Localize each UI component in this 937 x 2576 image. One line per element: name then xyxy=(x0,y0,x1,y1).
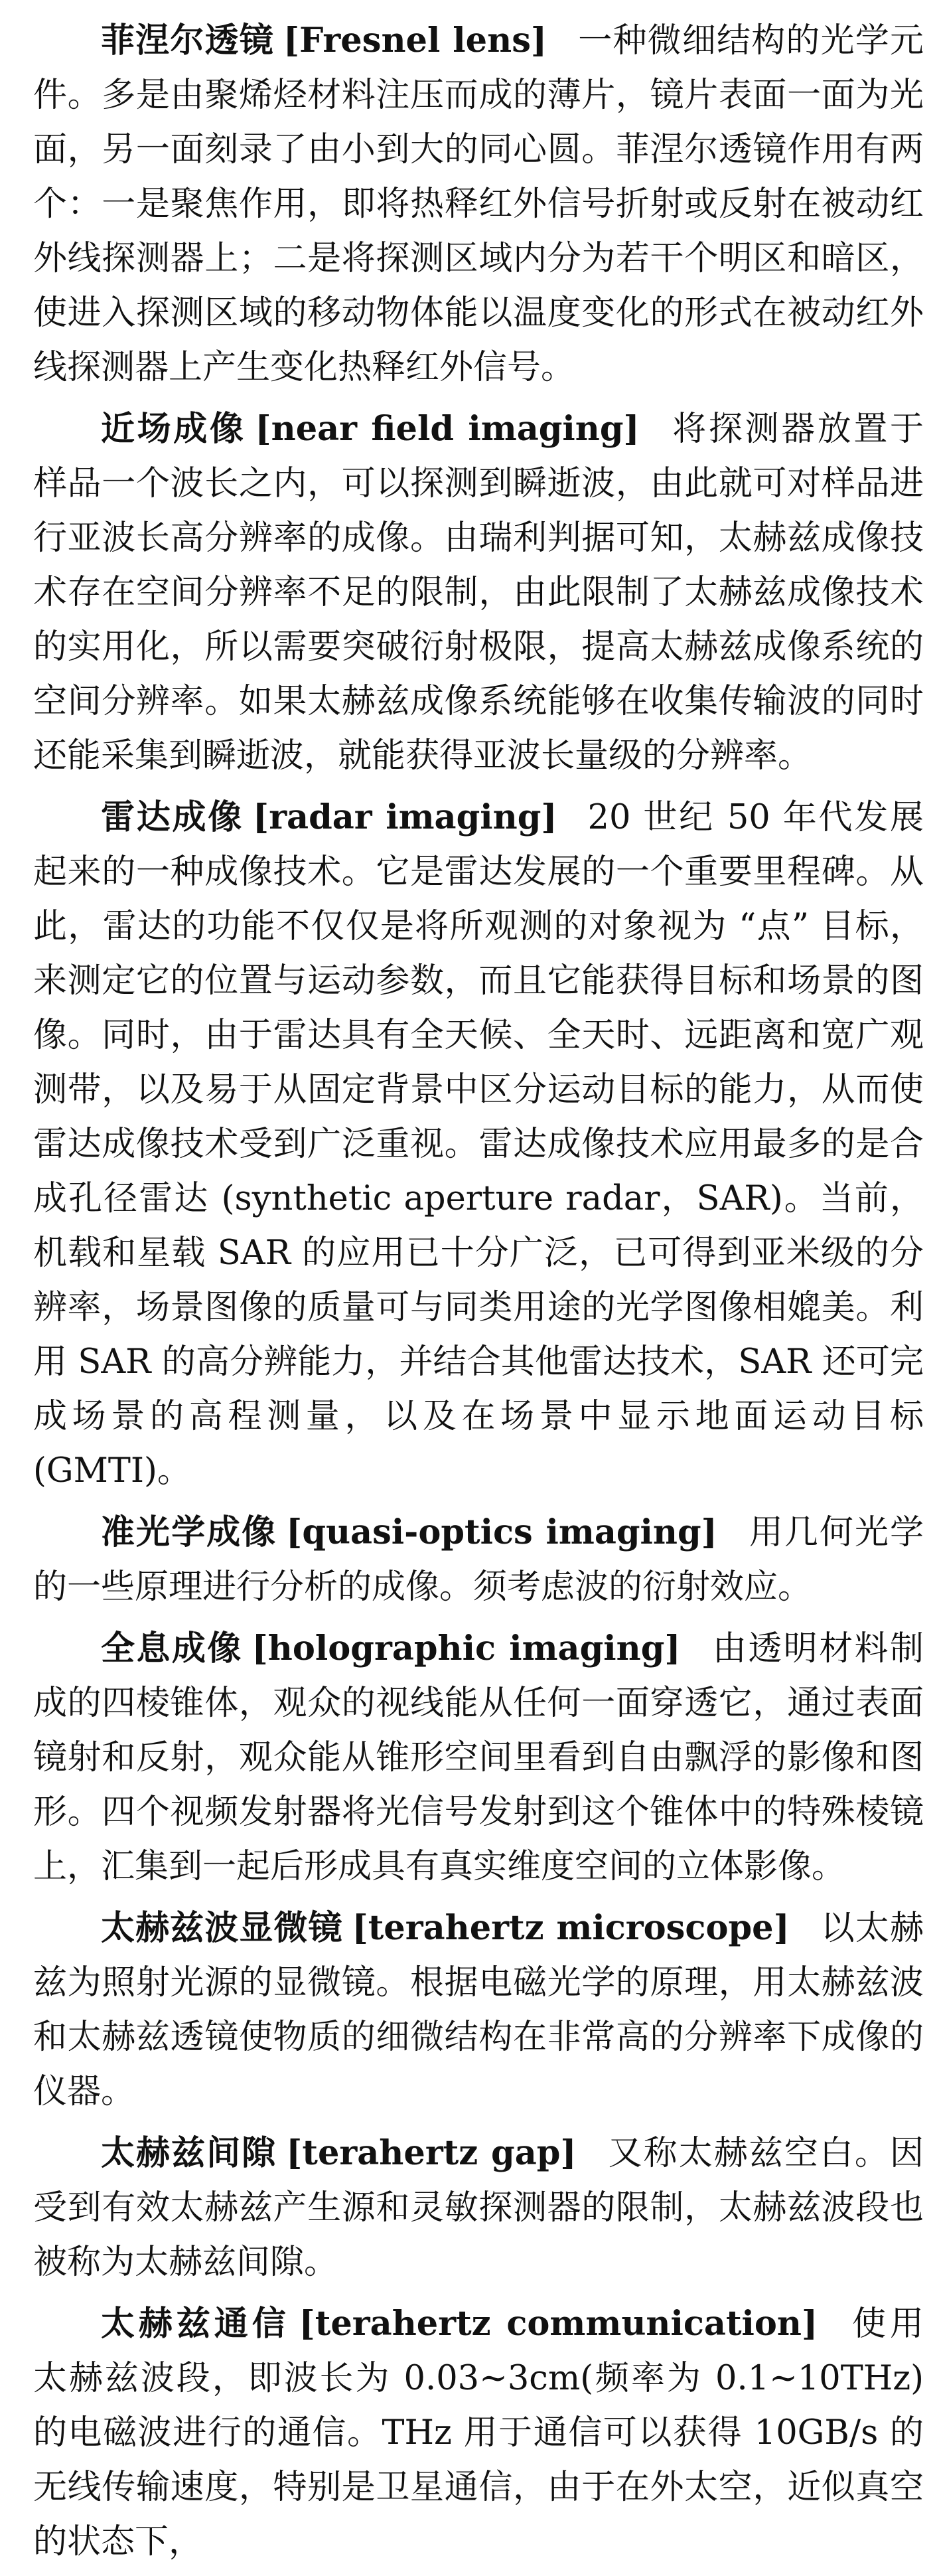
entry-term: 太赫兹波显微镜 xyxy=(101,1909,343,1948)
entry-near-field-imaging xyxy=(33,402,924,783)
entry-quasi-optics-imaging xyxy=(33,1505,924,1615)
entry-term: 全息成像 xyxy=(101,1629,243,1668)
entry-holographic-imaging xyxy=(33,1621,924,1894)
entry-definition: 又称太赫兹空白。因受到有效太赫兹产生源和灵敏探测器的限制，太赫兹波段也被称为太赫兹间隙。 xyxy=(33,2134,924,2282)
entry-english-term: [ quasi-optics imaging ] xyxy=(286,1512,717,1552)
entry-term: 太赫兹通信 xyxy=(101,2304,290,2344)
entry-term: 雷达成像 xyxy=(101,798,244,837)
entry-term: 准光学成像 xyxy=(101,1513,277,1552)
entry-english-term: [ radar imaging ] xyxy=(253,797,557,837)
entry-fresnel-lens xyxy=(33,13,924,395)
entry-english-term: [ terahertz microscope ] xyxy=(352,1908,790,1948)
entry-definition: 使用太赫兹波段，即波长为 0.03~3cm(频率为 0.1~10THz) 的电磁波进行的通信。THz 用于通信可以获得 10GB/s 的无线传输速度，特别是卫星通信，由于在外太空，近似真空的状态下， xyxy=(33,2304,924,2561)
entry-terahertz-gap xyxy=(33,2126,924,2290)
entry-definition: 将探测器放置于样品一个波长之内，可以探测到瞬逝波，由此就可对样品进行亚波长高分辨率的成像。由瑞利判据可知，太赫兹成像技术存在空间分辨率不足的限制，由此限制了太赫兹成像技术的实用化，所以需要突破衍射极限，提高太赫兹成像系统的空间分辨率。如果太赫兹成像系统能够在收集传输波的同时还能采集到瞬逝波，就能获得亚波长量级的分辨率。 xyxy=(33,410,924,775)
entry-definition: 以太赫兹为照射光源的显微镜。根据电磁光学的原理，用太赫兹波和太赫兹透镜使物质的细微结构在非常高的分辨率下成像的仪器。 xyxy=(33,1909,924,2111)
entry-english-term: [ terahertz gap ] xyxy=(286,2133,576,2173)
entry-definition: 一种微细结构的光学元件。多是由聚烯烃材料注压而成的薄片，镜片表面一面为光面，另一面刻录了由小到大的同心圆。菲涅尔透镜作用有两个：一是聚焦作用，即将热释红外信号折射或反射在被动红外线探测器上；二是将探测区域内分为若干个明区和暗区，使进入探测区域的移动物体能以温度变化的形式在被动红外线探测器上产生变化热释红外信号。 xyxy=(33,21,924,387)
entry-definition: 用几何光学的一些原理进行分析的成像。须考虑波的衍射效应。 xyxy=(33,1513,924,1607)
entry-english-term: [ Fresnel lens ] xyxy=(283,21,547,60)
entry-definition: 20 世纪 50 年代发展起来的一种成像技术。它是雷达发展的一个重要里程碑。从此，雷达的功能不仅仅是将所观测的对象视为 “点” 目标，来测定它的位置与运动参数，而且它能获得目标和场景的图像。同时，由于雷达具有全天候、全天时、远距离和宽广观测带，以及易于从固定背景中区分运动目标的能力，从而使雷达成像技术受到广泛重视。雷达成像技术应用最多的是合成孔径雷达 (synthetic aperture radar，SAR)。当前，机载和星载 SAR 的应用已十分广泛，已可得到亚米级的分辨率，场景图像的质量可与同类用途的光学图像相媲美。利用 SAR 的高分辨能力，并结合其他雷达技术，SAR 还可完成场景的高程测量，以及在场景中显示地面运动目标 (GMTI)。 xyxy=(33,798,924,1490)
dictionary-page xyxy=(33,13,924,2576)
entry-definition: 由透明材料制成的四棱锥体，观众的视线能从任何一面穿透它，通过表面镜射和反射，观众能从锥形空间里看到自由飘浮的影像和图形。四个视频发射器将光信号发射到这个锥体中的特殊棱镜上，汇集到一起后形成具有真实维度空间的立体影像。 xyxy=(33,1629,924,1886)
entry-terahertz-communication xyxy=(33,2296,924,2569)
entry-english-term: [ holographic imaging ] xyxy=(252,1629,681,1668)
entry-radar-imaging xyxy=(33,790,924,1498)
entry-terahertz-microscope xyxy=(33,1901,924,2119)
entry-term: 菲涅尔透镜 xyxy=(101,21,274,60)
entry-term: 近场成像 xyxy=(101,410,246,449)
entry-english-term: [ terahertz communication ] xyxy=(299,2304,818,2344)
entry-english-term: [ near field imaging ] xyxy=(255,409,639,449)
entry-term: 太赫兹间隙 xyxy=(101,2134,277,2173)
